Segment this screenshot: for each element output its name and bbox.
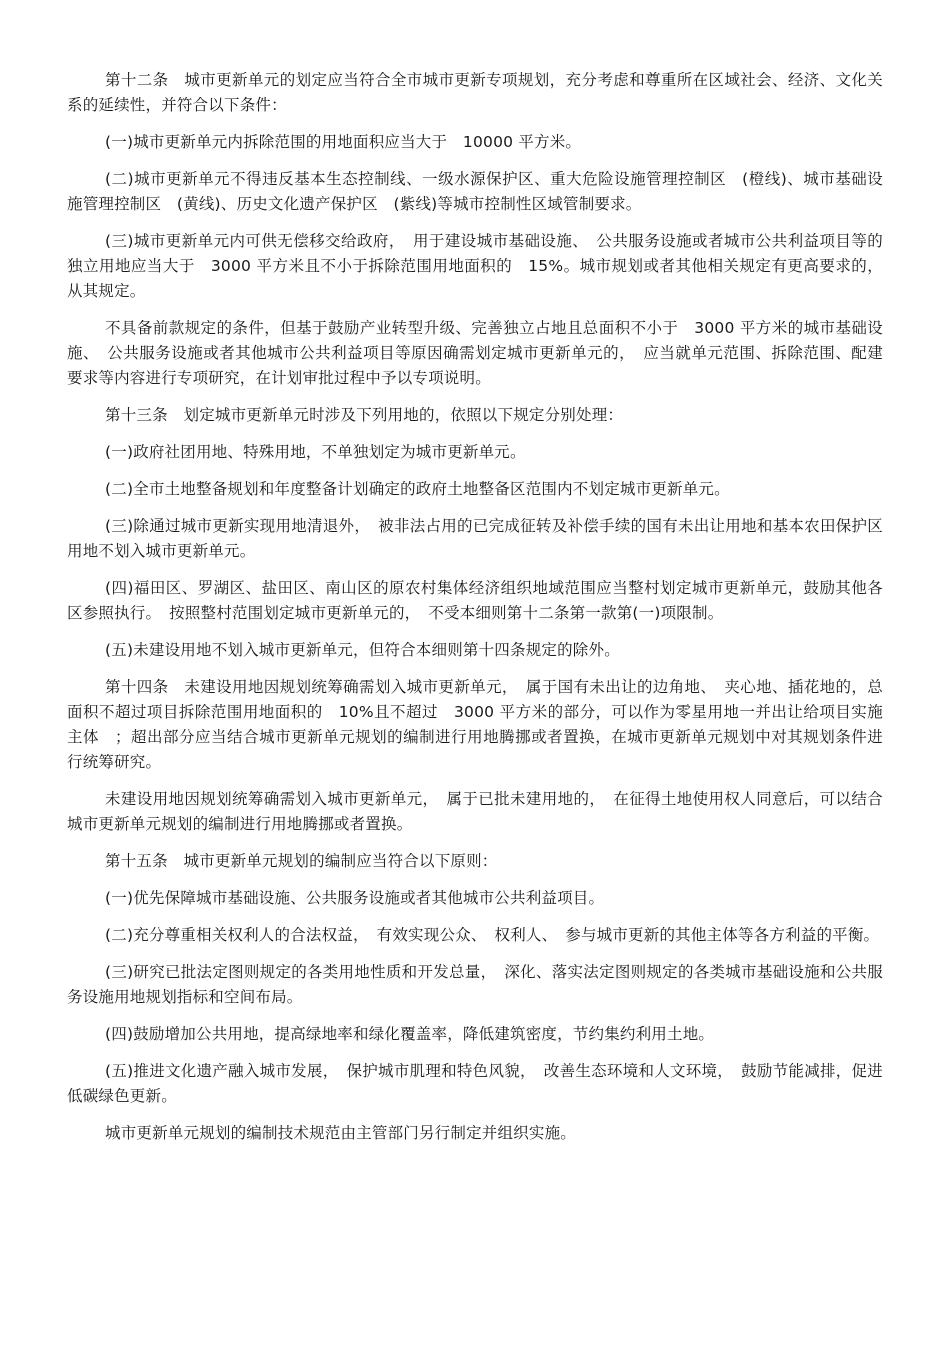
article-15-item-3: (三)研究已批法定图则规定的各类用地性质和开发总量， 深化、落实法定图则规定的各类城市基础设施和公共服务设施用地规划指标和空间布局。 <box>67 963 883 1006</box>
article-13-item-4: (四)福田区、罗湖区、盐田区、南山区的原农村集体经济组织地域范围应当整村划定城市更新单元，鼓励其他各区参照执行。 按照整村范围划定城市更新单元的， 不受本细则第十二条第一款第(一)项限制。 <box>67 579 883 622</box>
article-12-item-1: (一)城市更新单元内拆除范围的用地面积应当大于 10000 平方米。 <box>105 133 582 151</box>
article-13-item-1: (一)政府社团用地、特殊用地，不单独划定为城市更新单元。 <box>105 443 526 461</box>
article-15-closing: 城市更新单元规划的编制技术规范由主管部门另行制定并组织实施。 <box>105 1124 577 1142</box>
article-13-intro: 第十三条 划定城市更新单元时涉及下列用地的，依照以下规定分别处理： <box>105 406 624 424</box>
article-13-item-3: (三)除通过城市更新实现用地清退外， 被非法占用的已完成征转及补偿手续的国有未出让用地和基本农田保护区用地不划入城市更新单元。 <box>67 517 883 560</box>
article-15-intro: 第十五条 城市更新单元规划的编制应当符合以下原则： <box>105 852 498 870</box>
article-15-item-5: (五)推进文化遗产融入城市发展， 保护城市肌理和特色风貌， 改善生态环境和人文环境， 鼓励节能减排，促进低碳绿色更新。 <box>67 1062 883 1105</box>
document-page <box>67 68 883 1158</box>
article-15-item-4: (四)鼓励增加公共用地，提高绿地率和绿化覆盖率，降低建筑密度，节约集约利用土地。 <box>105 1025 715 1043</box>
article-14-para-1: 第十四条 未建设用地因规划统筹确需划入城市更新单元， 属于国有未出让的边角地、 夹心地、插花地的，总面积不超过项目拆除范围用地面积的 10%且不超过 3000 平方米的部分，可以作为零星用地一并出让给项目实施主体 ；超出部分应当结合城市更新单元规划的编制进行用地腾挪或者置换，在城市更新单元规划中对其规划条件进行统筹研究。 <box>67 678 883 771</box>
article-12-item-3: (三)城市更新单元内可供无偿移交给政府， 用于建设城市基础设施、 公共服务设施或者城市公共利益项目等的独立用地应当大于 3000 平方米且不小于拆除范围用地面积的 15%。城市规划或者其他相关规定有更高要求的，从其规定。 <box>67 232 883 300</box>
article-12-item-2: (二)城市更新单元不得违反基本生态控制线、一级水源保护区、重大危险设施管理控制区 (橙线)、城市基础设施管理控制区 (黄线)、历史文化遗产保护区 (紫线)等城市控制性区域管制要求。 <box>67 170 883 213</box>
article-12-exception: 不具备前款规定的条件，但基于鼓励产业转型升级、完善独立占地且总面积不小于 3000 平方米的城市基础设施、 公共服务设施或者其他城市公共利益项目等原因确需划定城市更新单元的， 应当就单元范围、拆除范围、配建要求等内容进行专项研究，在计划审批过程中予以专项说明。 <box>67 319 883 387</box>
article-15-item-1: (一)优先保障城市基础设施、公共服务设施或者其他城市公共利益项目。 <box>105 889 605 907</box>
article-12-intro: 第十二条 城市更新单元的划定应当符合全市城市更新专项规划，充分考虑和尊重所在区域社会、经济、文化关系的延续性，并符合以下条件： <box>67 71 883 114</box>
article-15-item-2: (二)充分尊重相关权利人的合法权益， 有效实现公众、 权利人、 参与城市更新的其他主体等各方利益的平衡。 <box>105 926 880 944</box>
article-14-para-2: 未建设用地因规划统筹确需划入城市更新单元， 属于已批未建用地的， 在征得土地使用权人同意后，可以结合城市更新单元规划的编制进行用地腾挪或者置换。 <box>67 790 883 833</box>
article-13-item-2: (二)全市土地整备规划和年度整备计划确定的政府土地整备区范围内不划定城市更新单元。 <box>105 480 730 498</box>
article-13-item-5: (五)未建设用地不划入城市更新单元，但符合本细则第十四条规定的除外。 <box>105 641 620 659</box>
